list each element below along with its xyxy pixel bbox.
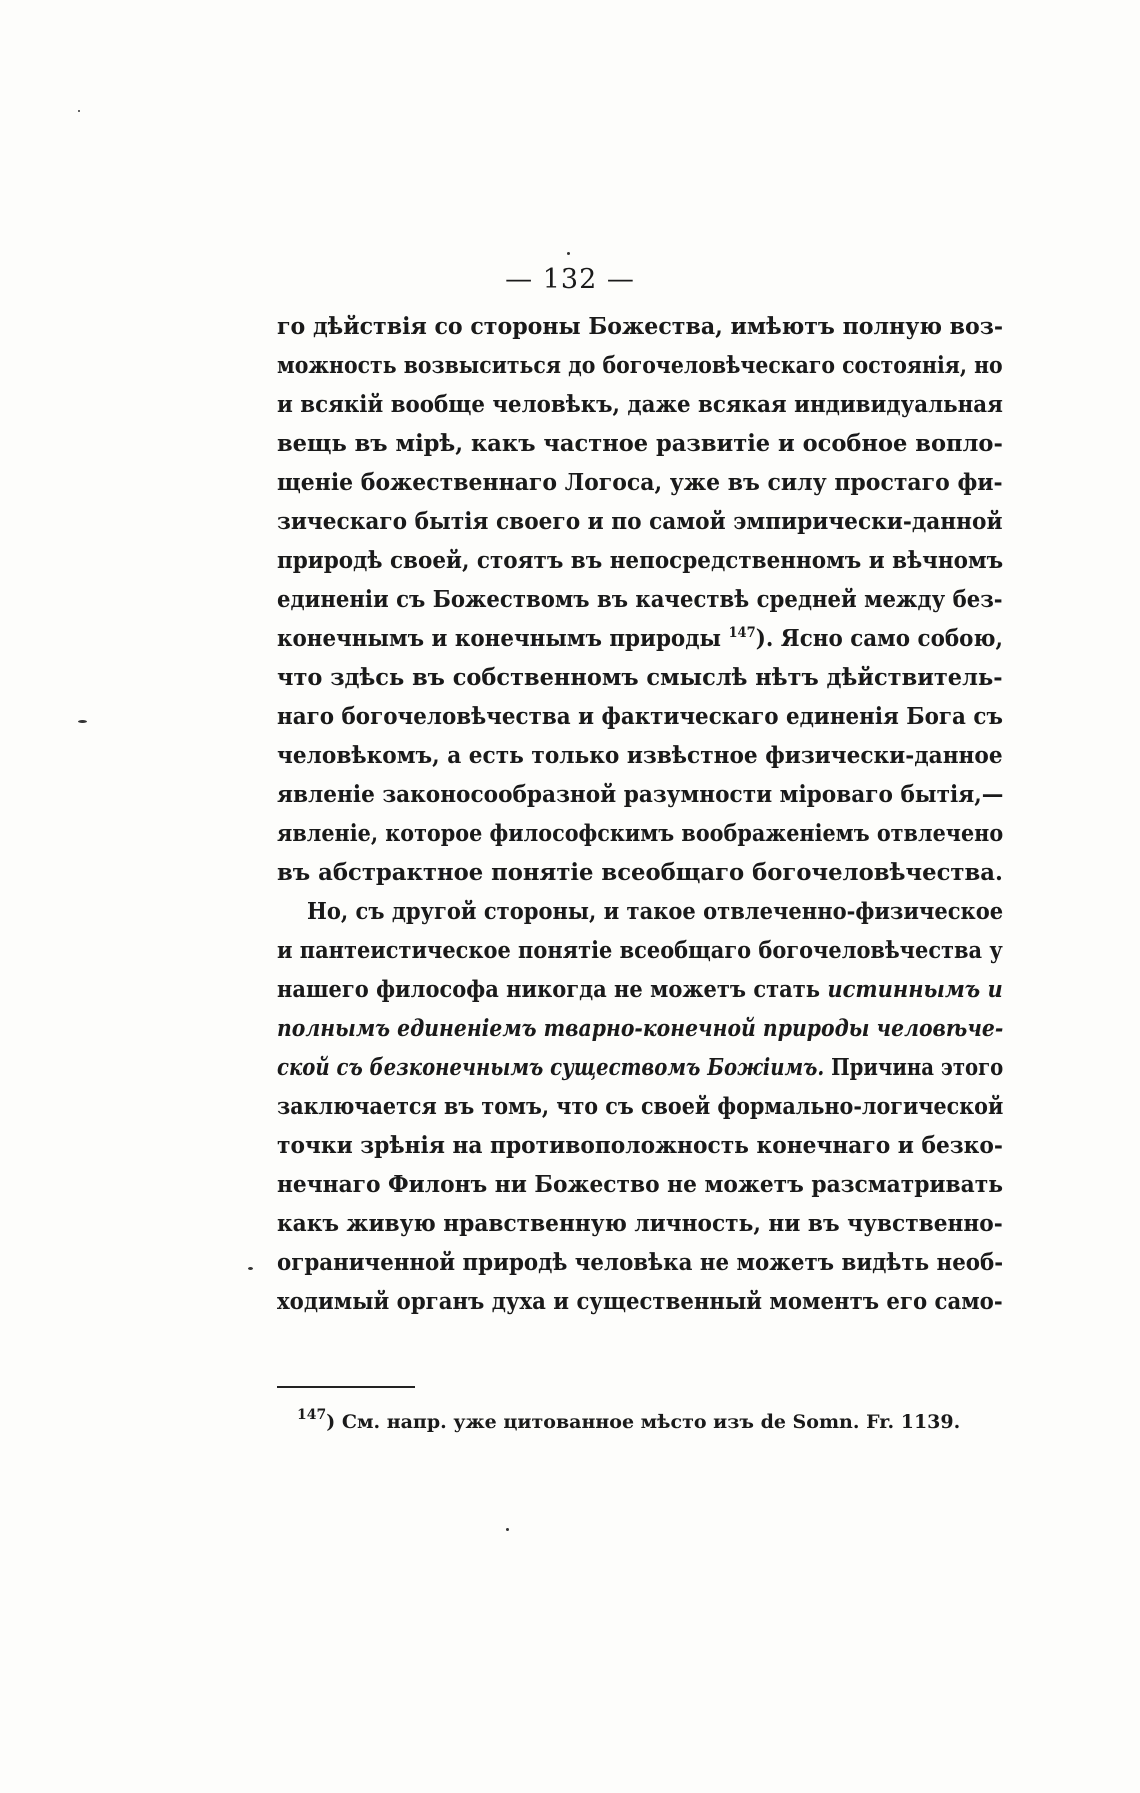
text-line-with-italic [277, 1053, 1003, 1083]
text-line-with-italic [277, 975, 1003, 1005]
page-number: — 132 — [505, 264, 635, 295]
text-segment: ). Ясно само собою, [755, 625, 1003, 652]
print-speck [506, 1528, 509, 1531]
text-segment: нашего философа никогда не можетъ стать [277, 976, 821, 1003]
text-line: человѣкомъ, а есть только извѣстное физически-данное [277, 742, 1003, 769]
footnote-divider [277, 1386, 415, 1388]
text-line: наго богочеловѣчества и фактическаго единенія Бога съ [277, 703, 1003, 730]
text-line: въ абстрактное понятіе всеобщаго богочеловѣчества. [277, 859, 1003, 886]
italic-line: полнымъ единеніемъ тварно-конечной природы человѣче- [277, 1015, 1004, 1042]
text-line: и всякій вообще человѣкъ, даже всякая индивидуальная [277, 391, 1003, 418]
print-speck [567, 252, 570, 255]
text-line: единеніи съ Божествомъ въ качествѣ средней между без- [277, 586, 1003, 613]
text-line: природѣ своей, стоятъ въ непосредственномъ и вѣчномъ [277, 547, 1004, 574]
text-line: что здѣсь въ собственномъ смыслѣ нѣтъ дѣйствитель- [277, 664, 1003, 691]
text-line: и пантеистическое понятіе всеобщаго богочеловѣчества у [277, 937, 1003, 964]
text-line: щеніе божественнаго Логоса, уже въ силу простаго фи- [277, 469, 1003, 496]
text-segment: конечнымъ и конечнымъ природы [277, 625, 722, 652]
footnote-text: ) См. напр. уже цитованное мѣсто изъ de Somn. Fr. 1139. [326, 1411, 961, 1433]
footnote-number: 147 [297, 1407, 327, 1423]
text-line: точки зрѣнія на противоположность конечнаго и безко- [277, 1132, 1003, 1159]
print-speck [78, 110, 80, 112]
text-line: нечнаго Филонъ ни Божество не можетъ разсматривать [277, 1171, 1003, 1198]
text-line-with-note [277, 624, 1003, 654]
text-line: ходимый органъ духа и существенный моментъ его само- [277, 1288, 1003, 1315]
footnote-reference[interactable]: 147 [728, 625, 756, 641]
text-line: вещь въ мірѣ, какъ частное развитіе и особное вопло- [277, 430, 1003, 457]
text-line: зическаго бытія своего и по самой эмпирически-данной [277, 508, 1003, 535]
text-line: го дѣйствія со стороны Божества, имѣютъ полную воз- [277, 313, 1004, 340]
italic-segment: истиннымъ и [827, 976, 1003, 1003]
text-line: явленіе законосообразной разумности міроваго бытія,— [277, 781, 1004, 808]
text-segment: Причина этого [831, 1054, 1004, 1081]
print-speck [78, 720, 87, 723]
text-line-paragraph-start: Но, съ другой стороны, и такое отвлеченно-физическое [307, 898, 1004, 925]
text-line: ограниченной природѣ человѣка не можетъ видѣть необ- [277, 1249, 1004, 1276]
text-line: явленіе, которое философскимъ воображеніемъ отвлечено [277, 820, 1004, 847]
text-line: заключается въ томъ, что съ своей формально-логической [277, 1093, 1004, 1120]
footnote [297, 1407, 961, 1434]
text-line: можность возвыситься до богочеловѣческаго состоянія, но [277, 352, 1003, 379]
italic-segment: ской съ безконечнымъ существомъ Божіимъ. [277, 1054, 825, 1081]
text-line: какъ живую нравственную личность, ни въ чувственно- [277, 1210, 1003, 1237]
print-speck [248, 1267, 253, 1270]
